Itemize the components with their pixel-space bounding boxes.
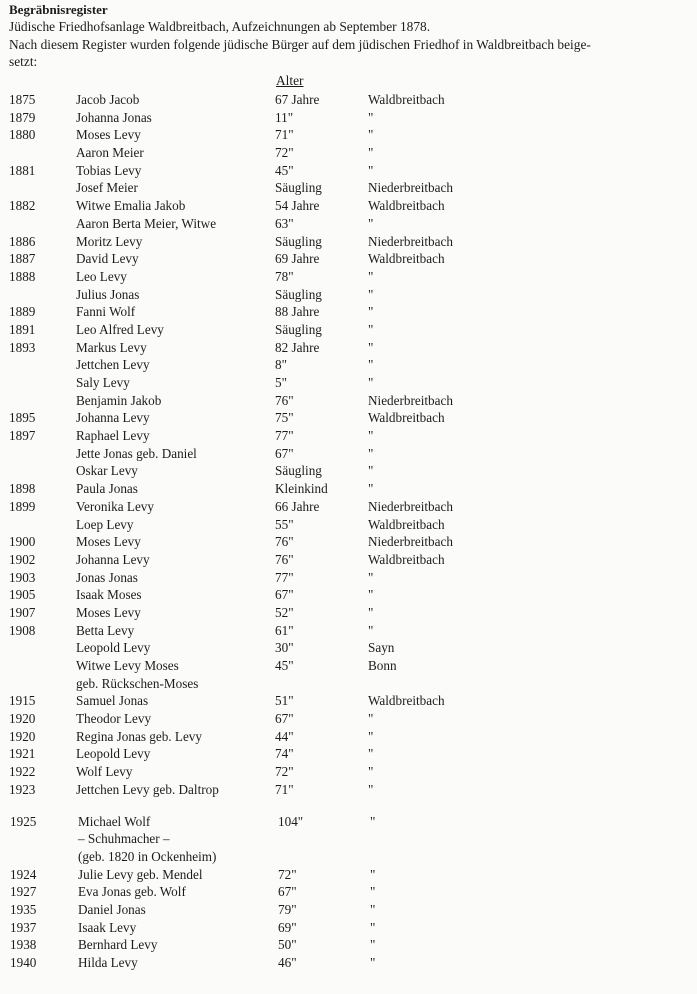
entry-age: 8" [275, 357, 287, 373]
register-entry [0, 745, 697, 763]
entry-age: 72" [275, 145, 294, 161]
entry-age: 55" [275, 516, 294, 532]
entry-name: Theodor Levy [76, 711, 152, 727]
entry-name: Leopold Levy [76, 746, 151, 762]
entry-place: " [368, 445, 374, 461]
entry-place: " [368, 587, 374, 603]
entry-age: 69 Jahre [275, 251, 320, 267]
entry-name: Isaak Levy [78, 919, 137, 935]
register-entry [0, 728, 697, 746]
entry-name: Samuel Jonas [76, 693, 149, 709]
entry-year: 1895 [9, 410, 36, 426]
entry-place: " [368, 428, 374, 444]
entry-name: Loep Levy [76, 516, 134, 532]
entry-age: 61" [275, 622, 294, 638]
entry-name: Johanna Levy [76, 410, 150, 426]
entry-year: 1920 [9, 728, 36, 744]
entry-age: 71" [275, 781, 294, 797]
entry-name: Daniel Jonas [78, 901, 146, 917]
entry-age: 76" [275, 534, 294, 550]
intro-line: Jüdische Friedhofsanlage Waldbreitbach, Aufzeichnungen ab September 1878. [9, 19, 431, 34]
entry-name: Hilda Levy [78, 955, 138, 970]
register-entry [0, 710, 697, 728]
entry-place: Bonn [368, 658, 397, 673]
entry-name: Jonas Jonas [76, 569, 138, 585]
entry-name: David Levy [76, 251, 139, 267]
entry-name: Oskar Levy [76, 463, 138, 479]
entry-place: " [368, 711, 374, 727]
register-entry [0, 569, 697, 587]
register-entry [0, 445, 697, 463]
entry-name: Leo Levy [76, 268, 127, 284]
entry-year: 1940 [10, 955, 37, 970]
entry-age: 76" [275, 551, 294, 567]
register-entry [0, 197, 697, 215]
register-entry [0, 233, 697, 251]
register-entry [0, 215, 697, 233]
entry-place: " [370, 884, 376, 900]
entry-place: " [370, 919, 376, 935]
entry-place: " [368, 604, 374, 620]
entry-name: Moses Levy [76, 604, 141, 620]
entry-age: Säugling [275, 180, 322, 196]
register-entry [0, 901, 697, 919]
register-entry [0, 604, 697, 622]
entry-name: Johanna Levy [76, 551, 150, 567]
entry-place: " [368, 481, 374, 497]
entry-year: 1920 [9, 711, 36, 727]
register-entry [0, 144, 697, 162]
entry-name: Eva Jonas geb. Wolf [78, 884, 186, 900]
entry-age: 51" [275, 693, 294, 709]
entry-name: Veronika Levy [76, 498, 154, 514]
entry-age: 72" [278, 866, 297, 882]
entry-name: Michael Wolf [78, 813, 151, 829]
entry-age: Säugling [275, 286, 322, 302]
entry-year: 1915 [9, 693, 36, 709]
entry-place: " [368, 145, 374, 161]
entry-age: 63" [275, 215, 294, 231]
entry-place: " [368, 268, 374, 284]
entry-name: – Schuhmacher – [78, 831, 170, 847]
register-entry [0, 427, 697, 445]
entry-place: " [368, 728, 374, 744]
entry-place: Waldbreitbach [368, 693, 445, 709]
register-entry [0, 303, 697, 321]
entry-name: Witwe Levy Moses [76, 658, 179, 673]
entry-name: Paula Jonas [76, 481, 138, 497]
entry-place: Waldbreitbach [368, 551, 445, 567]
entry-name: Aaron Meier [76, 145, 144, 161]
register-entry [0, 480, 697, 498]
entry-name: Moritz Levy [76, 233, 143, 249]
entry-age: 82 Jahre [275, 339, 320, 355]
entry-year: 1937 [10, 919, 37, 935]
entry-year: 1924 [10, 866, 37, 882]
entry-age: 52" [275, 604, 294, 620]
entry-year: 1905 [9, 587, 36, 603]
entry-year: 1880 [9, 127, 36, 143]
register-entry [0, 586, 697, 604]
register-entry [0, 462, 697, 480]
entry-name: Benjamin Jakob [76, 392, 162, 408]
register-entry [0, 498, 697, 516]
register-entry [0, 374, 697, 392]
entry-year: 1898 [9, 481, 36, 497]
entry-name: Aaron Berta Meier, Witwe [76, 215, 217, 231]
register-entry [0, 781, 697, 799]
entry-place: " [368, 162, 374, 178]
register-entry [0, 392, 697, 410]
entry-age: 67" [278, 884, 297, 900]
entry-place: " [368, 463, 374, 479]
entry-year: 1935 [10, 901, 37, 917]
entry-age: 11" [275, 109, 294, 125]
register-entry [0, 356, 697, 374]
intro-line: Nach diesem Register wurden folgende jüdische Bürger auf dem jüdischen Friedhof in Waldbreitbach beige- [9, 36, 591, 52]
age-column-header: Alter [276, 73, 304, 88]
entry-name: Regina Jonas geb. Levy [76, 728, 202, 744]
entry-place: " [370, 901, 376, 917]
entry-age: 67 Jahre [275, 92, 320, 107]
register-entry [0, 109, 697, 127]
register-entry [0, 551, 697, 569]
entry-name: Julius Jonas [76, 286, 140, 302]
entry-age: 46" [278, 955, 297, 970]
entry-year: 1927 [10, 884, 37, 900]
entry-name: Moses Levy [76, 127, 141, 143]
entry-age: Säugling [275, 463, 322, 479]
entry-place: " [368, 109, 374, 125]
entry-age: Kleinkind [275, 481, 328, 497]
entry-name: Julie Levy geb. Mendel [78, 866, 203, 882]
register-entry [0, 692, 697, 710]
entry-age: Säugling [275, 321, 322, 337]
entry-age: 67" [275, 445, 294, 461]
entry-place: " [368, 127, 374, 143]
entry-year: 1891 [9, 321, 36, 337]
register-entry [0, 622, 697, 640]
entry-name: Johanna Jonas [76, 109, 152, 125]
entry-year: 1900 [9, 534, 36, 550]
entry-year: 1923 [9, 781, 36, 797]
entry-age: 50" [278, 937, 297, 953]
entry-place: Waldbreitbach [368, 251, 445, 267]
entry-age: 77" [275, 428, 294, 444]
entry-place: Niederbreitbach [368, 180, 453, 196]
entry-place: Sayn [368, 640, 395, 656]
entry-name: Leopold Levy [76, 640, 151, 656]
entry-name: Moses Levy [76, 534, 141, 550]
entry-age: 71" [275, 127, 294, 143]
register-entry [0, 936, 697, 954]
entry-age: 5" [275, 375, 287, 390]
entry-age: 66 Jahre [275, 498, 320, 514]
entry-year: 1908 [9, 622, 36, 638]
register-entry [0, 268, 697, 286]
register-entry [0, 866, 697, 884]
entry-name: Betta Levy [76, 622, 135, 638]
entry-place: " [368, 339, 374, 355]
entry-name: Raphael Levy [76, 428, 150, 444]
entry-age: 76" [275, 392, 294, 408]
entry-year: 1887 [9, 251, 36, 267]
entry-year: 1889 [9, 304, 36, 320]
entry-place: Niederbreitbach [368, 498, 453, 514]
entry-year: 1938 [10, 937, 37, 953]
entry-place: Niederbreitbach [368, 534, 453, 550]
entry-age: 54 Jahre [275, 198, 320, 214]
entry-place: " [370, 955, 376, 970]
entry-name: Tobias Levy [76, 162, 142, 178]
entry-year: 1875 [9, 92, 36, 107]
entry-year: 1907 [9, 604, 36, 620]
entry-age: 69" [278, 919, 297, 935]
entry-year: 1922 [9, 764, 36, 780]
entry-year: 1903 [9, 569, 36, 585]
entry-age: 78" [275, 268, 294, 284]
intro-text [9, 18, 689, 71]
entry-age: Säugling [275, 233, 322, 249]
register-entry [0, 763, 697, 781]
entry-place: " [368, 764, 374, 780]
entry-name: Markus Levy [76, 339, 147, 355]
entry-year: 1881 [9, 162, 36, 178]
register-entry [0, 657, 697, 675]
entry-year: 1921 [9, 746, 36, 762]
entry-age: 75" [275, 410, 294, 426]
entry-name: Jacob Jacob [76, 92, 140, 107]
entry-year: 1879 [9, 109, 36, 125]
entry-name: Fanni Wolf [76, 304, 136, 320]
register-entry [0, 250, 697, 268]
entry-name: (geb. 1820 in Ockenheim) [78, 848, 217, 864]
register-entry [0, 639, 697, 657]
entry-place: " [368, 286, 374, 302]
page-title: Begräbnisregister [9, 2, 108, 17]
entry-age: 45" [275, 658, 294, 673]
register-entry [0, 126, 697, 144]
register-entry [0, 830, 697, 848]
entry-place: Waldbreitbach [368, 516, 445, 532]
entry-place: " [368, 375, 374, 390]
entry-place: " [368, 304, 374, 320]
entry-place: " [368, 215, 374, 231]
entry-place: Niederbreitbach [368, 233, 453, 249]
register-entry [0, 848, 697, 866]
entry-place: " [368, 321, 374, 337]
intro-line: setzt: [9, 54, 38, 69]
entry-name: Josef Meier [76, 180, 138, 196]
entry-year: 1897 [9, 428, 36, 444]
entry-year: 1925 [10, 813, 37, 829]
entry-age: 45" [275, 162, 294, 178]
entry-age: 67" [275, 587, 294, 603]
entry-year: 1882 [9, 198, 36, 214]
register-entry [0, 339, 697, 357]
entry-name: Jettchen Levy [76, 357, 150, 373]
entry-place: " [370, 813, 376, 829]
entry-year: 1899 [9, 498, 36, 514]
burial-register-list [0, 91, 697, 972]
register-entry [0, 286, 697, 304]
register-entry [0, 162, 697, 180]
entry-place: " [370, 866, 376, 882]
entry-age: 74" [275, 746, 294, 762]
register-entry [0, 321, 697, 339]
entry-year: 1893 [9, 339, 36, 355]
section-gap [0, 799, 697, 813]
entry-name: Jette Jonas geb. Daniel [76, 445, 197, 461]
entry-age: 67" [275, 711, 294, 727]
entry-age: 79" [278, 901, 297, 917]
entry-year: 1902 [9, 551, 36, 567]
entry-place: " [370, 937, 376, 953]
entry-name: geb. Rückschen-Moses [76, 675, 199, 691]
entry-place: Waldbreitbach [368, 198, 445, 214]
entry-age: 44" [275, 728, 294, 744]
register-entry [0, 813, 697, 831]
register-entry [0, 919, 697, 937]
entry-place: " [368, 746, 374, 762]
register-entry [0, 883, 697, 901]
entry-name: Witwe Emalia Jakob [76, 198, 186, 214]
entry-age: 72" [275, 764, 294, 780]
entry-age: 104" [278, 813, 304, 829]
register-entry [0, 516, 697, 534]
entry-place: Waldbreitbach [368, 410, 445, 426]
register-entry [0, 954, 697, 972]
entry-name: Isaak Moses [76, 587, 142, 603]
entry-age: 30" [275, 640, 294, 656]
register-entry [0, 91, 697, 109]
register-entry [0, 179, 697, 197]
entry-age: 88 Jahre [275, 304, 320, 320]
entry-year: 1888 [9, 268, 36, 284]
register-entry [0, 533, 697, 551]
entry-place: Niederbreitbach [368, 392, 453, 408]
entry-place: " [368, 622, 374, 638]
register-entry [0, 409, 697, 427]
entry-place: Waldbreitbach [368, 92, 445, 107]
entry-place: " [368, 357, 374, 373]
entry-name: Wolf Levy [76, 764, 133, 780]
entry-name: Bernhard Levy [78, 937, 158, 953]
entry-name: Jettchen Levy geb. Daltrop [76, 781, 219, 797]
entry-year: 1886 [9, 233, 36, 249]
entry-name: Leo Alfred Levy [76, 321, 164, 337]
entry-age: 77" [275, 569, 294, 585]
entry-place: " [368, 569, 374, 585]
entry-place: " [368, 781, 374, 797]
entry-name: Saly Levy [76, 375, 130, 390]
register-entry [0, 675, 697, 693]
